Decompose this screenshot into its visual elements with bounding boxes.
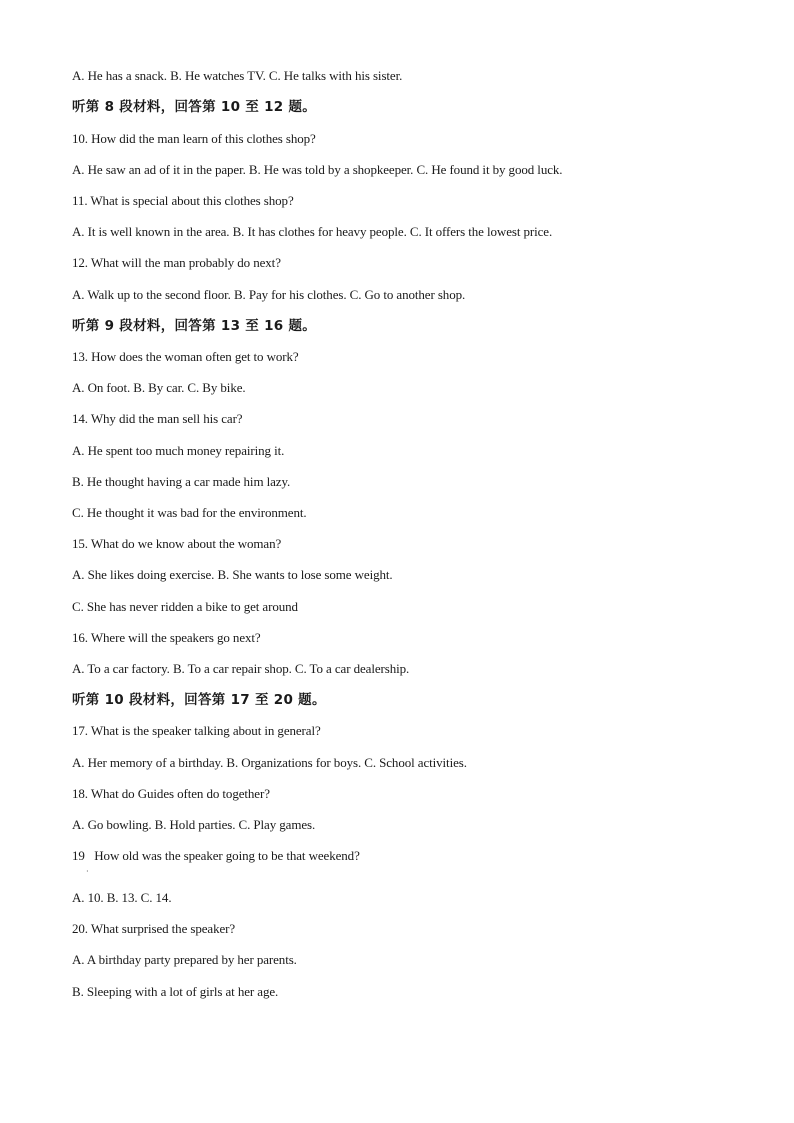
stray-mark: · <box>86 867 89 876</box>
option-line: B. He thought having a car made him lazy. <box>72 474 291 489</box>
option-line: C. She has never ridden a bike to get around <box>72 599 298 614</box>
options-line: A. Walk up to the second floor. B. Pay for his clothes. C. Go to another shop. <box>72 287 466 302</box>
question-line: 16. Where will the speakers go next? <box>72 630 261 645</box>
option-line: A. He spent too much money repairing it. <box>72 443 285 458</box>
option-line: C. He thought it was bad for the environment. <box>72 505 307 520</box>
question-line: 20. What surprised the speaker? <box>72 921 236 936</box>
options-line: A. He saw an ad of it in the paper. B. He was told by a shopkeeper. C. He found it by good luck. <box>72 162 563 177</box>
question-line: 15. What do we know about the woman? <box>72 536 282 551</box>
question-line: 17. What is the speaker talking about in general? <box>72 723 321 738</box>
question-line: 18. What do Guides often do together? <box>72 786 270 801</box>
options-line: A. Her memory of a birthday. B. Organizations for boys. C. School activities. <box>72 755 467 770</box>
option-line: A. A birthday party prepared by her parents. <box>72 952 297 967</box>
section-heading: 听第 9 段材料，回答第 13 至 16 题。 <box>72 318 317 334</box>
options-line: A. 10. B. 13. C. 14. <box>72 890 172 905</box>
question-line: 12. What will the man probably do next? <box>72 255 281 270</box>
question-line: 19 How old was the speaker going to be that weekend? <box>72 848 360 863</box>
question-line: 13. How does the woman often get to work? <box>72 349 299 364</box>
question-line: 11. What is special about this clothes shop? <box>72 193 294 208</box>
option-line: B. Sleeping with a lot of girls at her age. <box>72 984 279 999</box>
options-line: A. To a car factory. B. To a car repair shop. C. To a car dealership. <box>72 661 410 676</box>
options-line: A. On foot. B. By car. C. By bike. <box>72 380 246 395</box>
text-line: A. He has a snack. B. He watches TV. C. He talks with his sister. <box>72 68 403 83</box>
options-line: A. Go bowling. B. Hold parties. C. Play games. <box>72 817 316 832</box>
question-line: 14. Why did the man sell his car? <box>72 411 243 426</box>
options-line: A. It is well known in the area. B. It has clothes for heavy people. C. It offers the lowest price. <box>72 224 553 239</box>
section-heading: 听第 8 段材料，回答第 10 至 12 题。 <box>72 99 317 115</box>
question-line: 10. How did the man learn of this clothes shop? <box>72 131 316 146</box>
options-line: A. She likes doing exercise. B. She wants to lose some weight. <box>72 567 393 582</box>
section-heading: 听第 10 段材料，回答第 17 至 20 题。 <box>72 692 326 708</box>
